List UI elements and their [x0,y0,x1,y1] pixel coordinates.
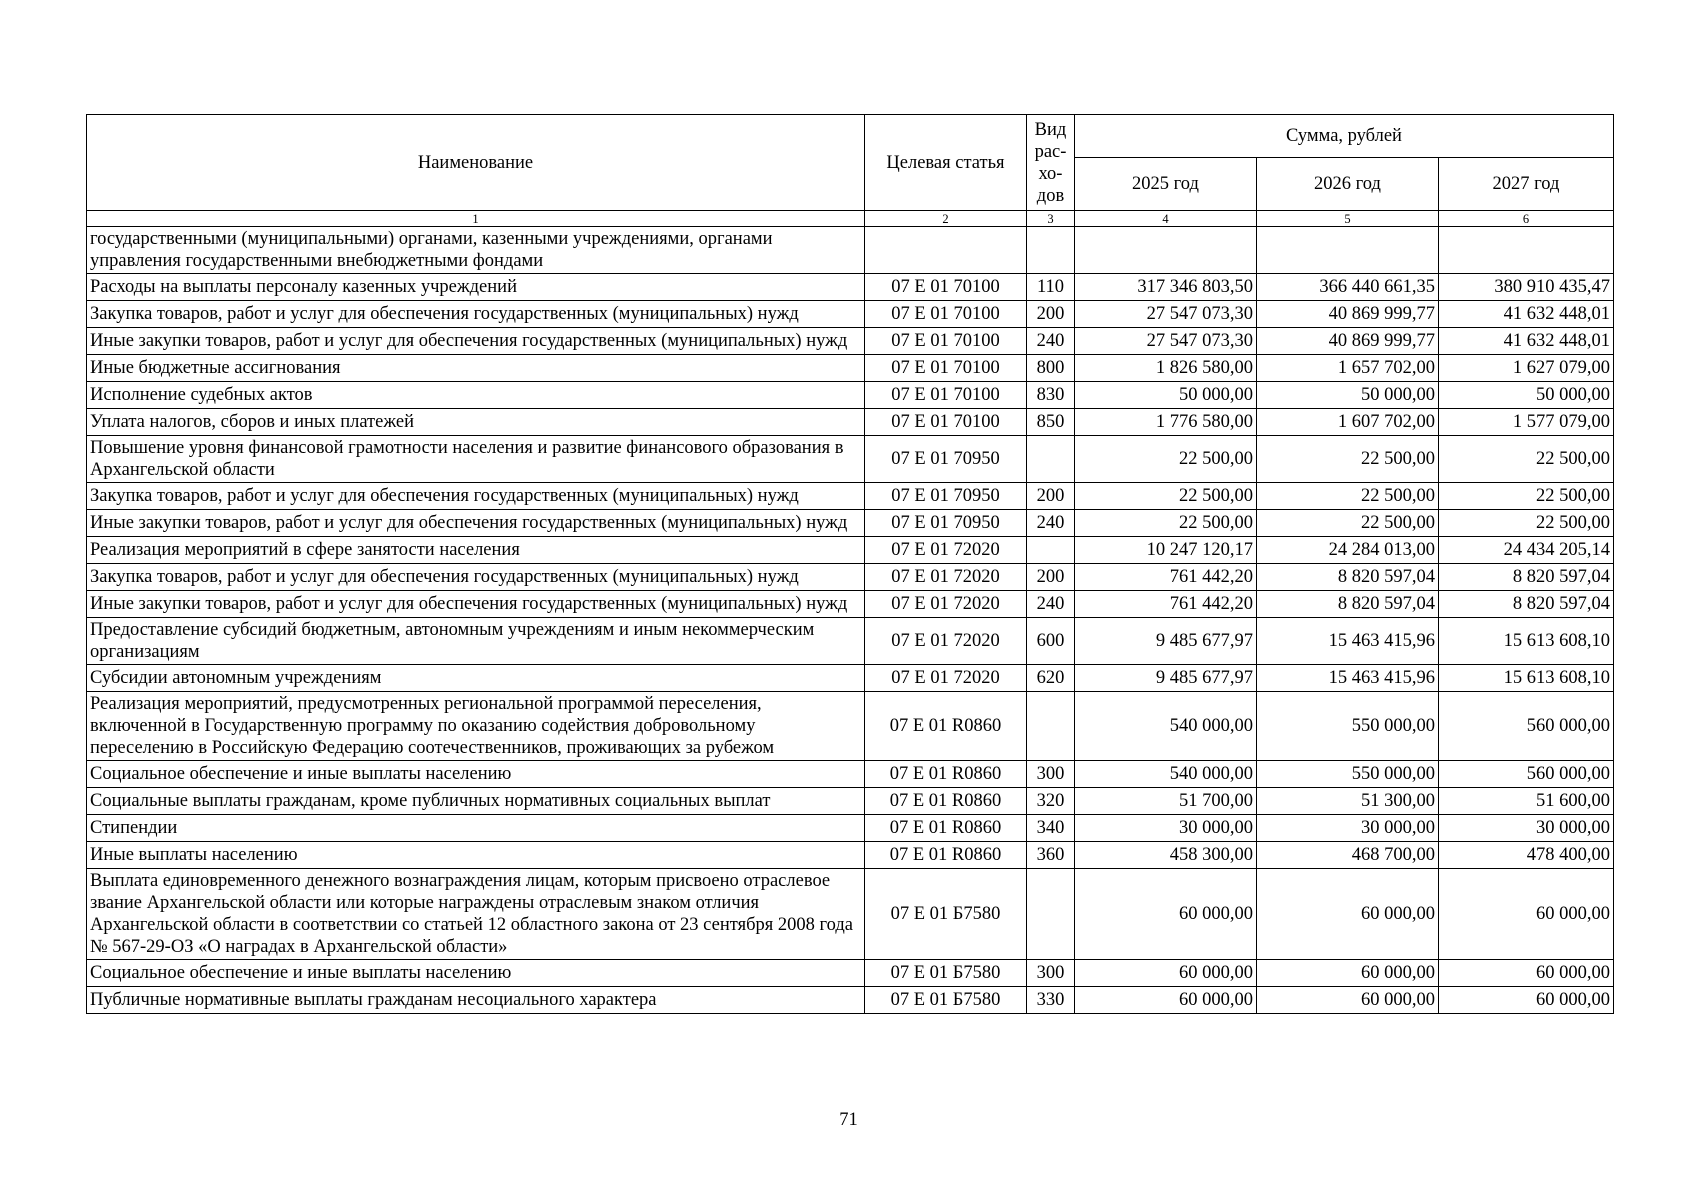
cell-amount-2027: 30 000,00 [1439,815,1614,842]
cell-amount-2026: 60 000,00 [1257,987,1439,1014]
cell-target-article: 07 Е 01 70100 [865,382,1027,409]
cell-amount-2025: 27 547 073,30 [1075,328,1257,355]
cell-amount-2026: 1 607 702,00 [1257,409,1439,436]
cell-name: Уплата налогов, сборов и иных платежей [87,409,865,436]
table-row [87,960,1614,987]
cell-expense-type: 830 [1027,382,1075,409]
cell-amount-2025: 540 000,00 [1075,692,1257,761]
cell-name: Повышение уровня финансовой грамотности населения и развитие финансового образования в Архангельской области [87,436,865,483]
table-row [87,761,1614,788]
cell-amount-2026: 15 463 415,96 [1257,665,1439,692]
cell-amount-2026: 8 820 597,04 [1257,591,1439,618]
table-row [87,382,1614,409]
cell-target-article: 07 Е 01 70100 [865,355,1027,382]
cell-target-article: 07 Е 01 70950 [865,436,1027,483]
cell-name: государственными (муниципальными) органами, казенными учреждениями, органами управления государственными внебюджетными фондами [87,227,865,274]
cell-amount-2025: 458 300,00 [1075,842,1257,869]
cell-amount-2026: 468 700,00 [1257,842,1439,869]
cell-amount-2025: 27 547 073,30 [1075,301,1257,328]
cell-amount-2027: 51 600,00 [1439,788,1614,815]
table-row [87,355,1614,382]
cell-amount-2027: 15 613 608,10 [1439,665,1614,692]
table-row [87,436,1614,483]
table-row [87,328,1614,355]
cell-amount-2026: 366 440 661,35 [1257,274,1439,301]
cell-expense-type: 300 [1027,960,1075,987]
cell-name: Субсидии автономным учреждениям [87,665,865,692]
cell-target-article: 07 Е 01 70100 [865,409,1027,436]
header-year-2026: 2026 год [1257,158,1439,211]
cell-name: Реализация мероприятий, предусмотренных региональной программой переселения, включенной в Государственную программу по оказанию содействия добровольному переселению в Российскую Федерацию соотечественников, проживающих за рубежом [87,692,865,761]
cell-name: Иные выплаты населению [87,842,865,869]
cell-expense-type: 800 [1027,355,1075,382]
column-number: 5 [1257,211,1439,227]
cell-amount-2027: 8 820 597,04 [1439,564,1614,591]
table-row [87,618,1614,665]
cell-amount-2025: 1 776 580,00 [1075,409,1257,436]
table-row [87,301,1614,328]
cell-amount-2027: 41 632 448,01 [1439,301,1614,328]
table-row [87,869,1614,960]
cell-target-article: 07 Е 01 72020 [865,537,1027,564]
cell-name: Иные закупки товаров, работ и услуг для обеспечения государственных (муниципальных) нужд [87,328,865,355]
table-row [87,788,1614,815]
cell-target-article: 07 Е 01 R0860 [865,788,1027,815]
cell-amount-2025: 317 346 803,50 [1075,274,1257,301]
cell-expense-type: 620 [1027,665,1075,692]
cell-amount-2025: 60 000,00 [1075,869,1257,960]
cell-amount-2026: 22 500,00 [1257,483,1439,510]
header-target-article: Целевая статья [865,115,1027,211]
cell-expense-type: 340 [1027,815,1075,842]
cell-amount-2026: 51 300,00 [1257,788,1439,815]
cell-expense-type: 600 [1027,618,1075,665]
table-row [87,483,1614,510]
table-row [87,665,1614,692]
cell-expense-type: 300 [1027,761,1075,788]
cell-name: Закупка товаров, работ и услуг для обеспечения государственных (муниципальных) нужд [87,301,865,328]
cell-amount-2026: 8 820 597,04 [1257,564,1439,591]
cell-expense-type [1027,692,1075,761]
budget-table [86,114,1614,1014]
cell-amount-2027: 1 577 079,00 [1439,409,1614,436]
cell-amount-2026: 30 000,00 [1257,815,1439,842]
cell-amount-2027: 50 000,00 [1439,382,1614,409]
cell-expense-type: 240 [1027,328,1075,355]
table-row [87,537,1614,564]
table-row [87,842,1614,869]
cell-amount-2026: 60 000,00 [1257,869,1439,960]
cell-expense-type: 200 [1027,483,1075,510]
cell-target-article: 07 Е 01 Б7580 [865,960,1027,987]
cell-amount-2026: 22 500,00 [1257,436,1439,483]
cell-amount-2027: 41 632 448,01 [1439,328,1614,355]
cell-target-article: 07 Е 01 72020 [865,618,1027,665]
table-row [87,227,1614,274]
cell-amount-2027: 8 820 597,04 [1439,591,1614,618]
cell-amount-2025: 9 485 677,97 [1075,665,1257,692]
header-expense-type: Вид рас- хо- дов [1027,115,1075,211]
column-number: 1 [87,211,865,227]
cell-target-article: 07 Е 01 72020 [865,665,1027,692]
cell-name: Иные бюджетные ассигнования [87,355,865,382]
cell-target-article: 07 Е 01 R0860 [865,815,1027,842]
cell-amount-2025: 30 000,00 [1075,815,1257,842]
cell-amount-2027 [1439,227,1614,274]
cell-amount-2027: 60 000,00 [1439,960,1614,987]
cell-target-article: 07 Е 01 70100 [865,301,1027,328]
table-row [87,692,1614,761]
table-row [87,564,1614,591]
cell-amount-2025: 60 000,00 [1075,960,1257,987]
header-name: Наименование [87,115,865,211]
cell-name: Выплата единовременного денежного вознаграждения лицам, которым присвоено отраслевое звание Архангельской области или которые награждены отраслевым знаком отличия Архангельской области в соответствии со статьей 12 областного закона от 23 сентября 2008 года № 567-29-ОЗ «О наградах в Архангельской области» [87,869,865,960]
cell-target-article: 07 Е 01 70950 [865,510,1027,537]
cell-amount-2026: 1 657 702,00 [1257,355,1439,382]
cell-amount-2025: 50 000,00 [1075,382,1257,409]
cell-amount-2026: 50 000,00 [1257,382,1439,409]
table-row [87,815,1614,842]
cell-amount-2027: 22 500,00 [1439,483,1614,510]
page-number: 71 [839,1110,858,1130]
cell-amount-2026: 22 500,00 [1257,510,1439,537]
cell-amount-2025: 22 500,00 [1075,483,1257,510]
cell-amount-2025: 1 826 580,00 [1075,355,1257,382]
header-sum: Сумма, рублей [1075,115,1614,158]
cell-amount-2027: 15 613 608,10 [1439,618,1614,665]
cell-name: Стипендии [87,815,865,842]
cell-expense-type: 360 [1027,842,1075,869]
column-number: 4 [1075,211,1257,227]
cell-amount-2027: 60 000,00 [1439,987,1614,1014]
cell-name: Предоставление субсидий бюджетным, автономным учреждениям и иным некоммерческим организациям [87,618,865,665]
cell-amount-2026 [1257,227,1439,274]
cell-amount-2025: 22 500,00 [1075,436,1257,483]
cell-amount-2025 [1075,227,1257,274]
header-row [87,115,1614,158]
cell-expense-type [1027,869,1075,960]
cell-amount-2025: 22 500,00 [1075,510,1257,537]
cell-expense-type: 850 [1027,409,1075,436]
cell-amount-2026: 550 000,00 [1257,692,1439,761]
cell-amount-2027: 560 000,00 [1439,692,1614,761]
cell-expense-type [1027,436,1075,483]
cell-expense-type: 200 [1027,564,1075,591]
cell-name: Закупка товаров, работ и услуг для обеспечения государственных (муниципальных) нужд [87,564,865,591]
cell-name: Социальное обеспечение и иные выплаты населению [87,960,865,987]
cell-amount-2026: 24 284 013,00 [1257,537,1439,564]
cell-target-article: 07 Е 01 R0860 [865,842,1027,869]
cell-amount-2025: 761 442,20 [1075,591,1257,618]
header-year-2025: 2025 год [1075,158,1257,211]
cell-amount-2027: 380 910 435,47 [1439,274,1614,301]
column-number: 2 [865,211,1027,227]
column-numbers-row [87,211,1614,227]
cell-expense-type: 240 [1027,510,1075,537]
cell-amount-2027: 22 500,00 [1439,510,1614,537]
cell-amount-2025: 60 000,00 [1075,987,1257,1014]
cell-name: Реализация мероприятий в сфере занятости населения [87,537,865,564]
cell-amount-2026: 550 000,00 [1257,761,1439,788]
cell-target-article: 07 Е 01 70950 [865,483,1027,510]
column-number: 3 [1027,211,1075,227]
cell-name: Публичные нормативные выплаты гражданам несоциального характера [87,987,865,1014]
table-row [87,591,1614,618]
cell-name: Иные закупки товаров, работ и услуг для обеспечения государственных (муниципальных) нужд [87,510,865,537]
cell-amount-2026: 60 000,00 [1257,960,1439,987]
cell-amount-2025: 9 485 677,97 [1075,618,1257,665]
cell-amount-2027: 478 400,00 [1439,842,1614,869]
cell-name: Иные закупки товаров, работ и услуг для обеспечения государственных (муниципальных) нужд [87,591,865,618]
cell-target-article: 07 Е 01 70100 [865,328,1027,355]
cell-amount-2027: 24 434 205,14 [1439,537,1614,564]
cell-amount-2025: 540 000,00 [1075,761,1257,788]
cell-amount-2025: 761 442,20 [1075,564,1257,591]
column-number: 6 [1439,211,1614,227]
cell-name: Социальное обеспечение и иные выплаты населению [87,761,865,788]
cell-amount-2025: 10 247 120,17 [1075,537,1257,564]
cell-expense-type [1027,227,1075,274]
table-row [87,274,1614,301]
cell-amount-2026: 40 869 999,77 [1257,328,1439,355]
cell-name: Социальные выплаты гражданам, кроме публичных нормативных социальных выплат [87,788,865,815]
cell-expense-type: 320 [1027,788,1075,815]
cell-expense-type: 330 [1027,987,1075,1014]
cell-amount-2027: 1 627 079,00 [1439,355,1614,382]
table-row [87,987,1614,1014]
cell-target-article: 07 Е 01 72020 [865,591,1027,618]
table-body [87,227,1614,1014]
header-year-2027: 2027 год [1439,158,1614,211]
table-row [87,510,1614,537]
cell-expense-type: 200 [1027,301,1075,328]
cell-target-article: 07 Е 01 R0860 [865,761,1027,788]
cell-amount-2026: 15 463 415,96 [1257,618,1439,665]
cell-amount-2026: 40 869 999,77 [1257,301,1439,328]
cell-target-article: 07 Е 01 70100 [865,274,1027,301]
cell-amount-2027: 60 000,00 [1439,869,1614,960]
cell-expense-type [1027,537,1075,564]
cell-amount-2027: 560 000,00 [1439,761,1614,788]
cell-target-article: 07 Е 01 R0860 [865,692,1027,761]
cell-name: Закупка товаров, работ и услуг для обеспечения государственных (муниципальных) нужд [87,483,865,510]
cell-name: Исполнение судебных актов [87,382,865,409]
table-row [87,409,1614,436]
cell-target-article: 07 Е 01 72020 [865,564,1027,591]
cell-target-article: 07 Е 01 Б7580 [865,987,1027,1014]
cell-target-article [865,227,1027,274]
cell-expense-type: 240 [1027,591,1075,618]
cell-expense-type: 110 [1027,274,1075,301]
cell-name: Расходы на выплаты персоналу казенных учреждений [87,274,865,301]
cell-amount-2025: 51 700,00 [1075,788,1257,815]
cell-target-article: 07 Е 01 Б7580 [865,869,1027,960]
cell-amount-2027: 22 500,00 [1439,436,1614,483]
